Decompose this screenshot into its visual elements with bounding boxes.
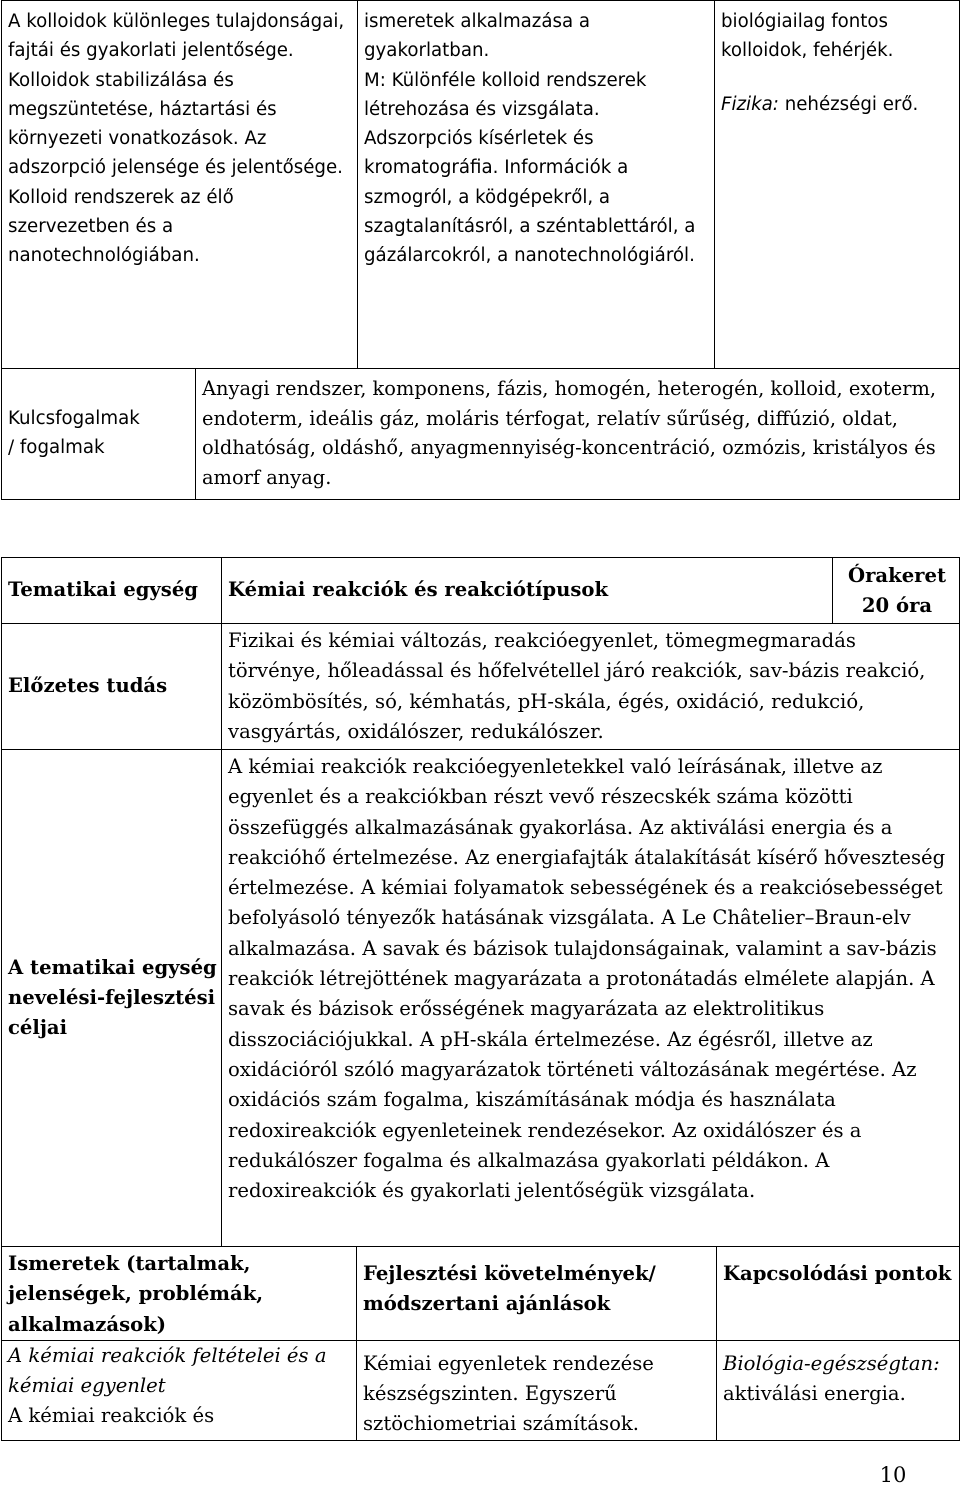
- upper-col3-cell: [715, 1, 960, 369]
- head-requirements-cell: [357, 1247, 717, 1341]
- head-knowledge: Ismeretek (tartalmak, jelenségek, problémák, alkalmazások): [8, 1252, 264, 1336]
- key-concepts-table: [1, 368, 960, 500]
- goals-text: A kémiai reakciók reakcióegyenletekkel való leírásának, illetve az egyenlet és a reakciókban részt vevő részecskék száma közötti összefüggés alkalmazásának gyakorlása. Az aktiválási energia és a reakcióhő értelmezése. Az energiafajták átalakítását kísérő hőveszteség értelmezése. A kémiai folyamatok sebességének és a reakciósebességet befolyásoló tényezők hatásának vizsgálata. A Le Châtelier–Braun-elv alkalmazása. A savak és bázisok tulajdonságainak, valamint a sav-bázis reakciók létrejöttének magyarázata a protonátadás elmélete alapján. A savak és bázisok erősségének magyarázata az elektrolitikus disszociációjukkal. A pH-skála értelmezése. Az égésről, illetve az oxidációról szóló magyarázatok történeti változásának megértése. Az oxidációs szám fogalma, kiszámításának módja és használata redoxireakciók egyenleteinek rendezésekor. Az oxidálószer és a redukálószer fogalma és alkalmazása gyakorlati példákon. A redoxireakciók és gyakorlati jelentőségük vizsgálata.: [228, 755, 946, 1203]
- upper-col3-link: [721, 90, 955, 119]
- goals-label-cell: [2, 750, 222, 1247]
- row-knowledge-italic: A kémiai reakciók feltételei és a kémiai egyenlet: [8, 1343, 327, 1398]
- row-knowledge-cell: [2, 1340, 357, 1440]
- head-links: Kapcsolódási pontok: [723, 1262, 952, 1285]
- upper-col2-rest: M: Különféle kolloid rendszerek létrehozása és vizsgálata. Adszorpciós kísérletek és kromatográfia. Információk a szmogról, a ködgépekről, a szagtalanításról, a széntablettáról, a gázálarcokról, a nanotechnológiáról.: [364, 69, 696, 267]
- row-requirements-cell: [357, 1340, 717, 1440]
- prior-knowledge-text-cell: [222, 624, 960, 750]
- upper-col2-line1: ismeretek alkalmazása a gyakorlatban.: [364, 11, 591, 62]
- unit-label: Tematikai egység: [8, 578, 199, 602]
- row-knowledge-plain: A kémiai reakciók és: [8, 1404, 215, 1428]
- head-links-cell: [717, 1247, 960, 1341]
- upper-col1-cell: [2, 1, 358, 369]
- unit-label-cell: [2, 558, 222, 624]
- row-links-text: aktiválási energia.: [723, 1382, 906, 1406]
- row-requirements: Kémiai egyenletek rendezése készségszinten. Egyszerű sztöchiometriai számítások.: [363, 1351, 654, 1436]
- upper-col3-subject-text: nehézségi erő.: [778, 93, 919, 115]
- row-links-subject: Biológia-egészségtan:: [723, 1351, 940, 1375]
- upper-col2-cell: [358, 1, 715, 369]
- head-requirements: Fejlesztési követelmények/ módszertani ajánlások: [363, 1262, 656, 1316]
- hours-cell: [833, 558, 960, 624]
- prior-knowledge-text: Fizikai és kémiai változás, reakcióegyenlet, tömegmegmaradás törvénye, hőleadással és hőfelvétellel járó reakciók, sav-bázis reakció, közömbösítés, só, kémhatás, pH-skála, égés, oxidáció, redukció, vasgyártás, oxidálószer, redukálószer.: [228, 629, 926, 743]
- unit-title: Kémiai reakciók és reakciótípusok: [228, 578, 609, 602]
- key-concepts-label-2: / fogalmak: [8, 437, 105, 459]
- goals-label: A tematikai egység nevelési-fejlesztési céljai: [8, 955, 217, 1040]
- goals-text-cell: [222, 750, 960, 1247]
- key-concepts-text: Anyagi rendszer, komponens, fázis, homogén, heterogén, kolloid, exoterm, endoterm, ideális gáz, moláris térfogat, relatív sűrűség, diffúzió, oldat, oldhatóság, oldáshő, anyagmennyiség-koncentráció, ozmózis, kristályos és amorf anyag.: [202, 377, 937, 489]
- key-concepts-label-1: Kulcsfogalmak: [8, 407, 140, 429]
- hours-value: 20 óra: [861, 593, 933, 617]
- upper-col3-subject: Fizika:: [721, 93, 779, 115]
- row-links-cell: [717, 1340, 960, 1440]
- head-knowledge-cell: [2, 1247, 357, 1341]
- prior-knowledge-label: Előzetes tudás: [8, 674, 168, 698]
- unit-title-cell: [222, 558, 833, 624]
- page-number: 10: [879, 1463, 907, 1487]
- unit-table: [1, 557, 960, 1441]
- key-concepts-text-cell: [196, 368, 960, 499]
- upper-col1-text: A kolloidok különleges tulajdonságai, fajtái és gyakorlati jelentősége. Kolloidok stabilizálása és megszüntetése, háztartási és környezeti vonatkozások. Az adszorpció jelensége és jelentősége. Kolloid rendszerek az élő szervezetben és a nanotechnológiában.: [8, 11, 345, 267]
- key-concepts-label-cell: [2, 368, 196, 499]
- upper-table: [1, 0, 960, 369]
- hours-label: Órakeret: [848, 563, 946, 587]
- prior-knowledge-label-cell: [2, 624, 222, 750]
- upper-col3-line1: biológiailag fontos kolloidok, fehérjék.: [721, 11, 894, 62]
